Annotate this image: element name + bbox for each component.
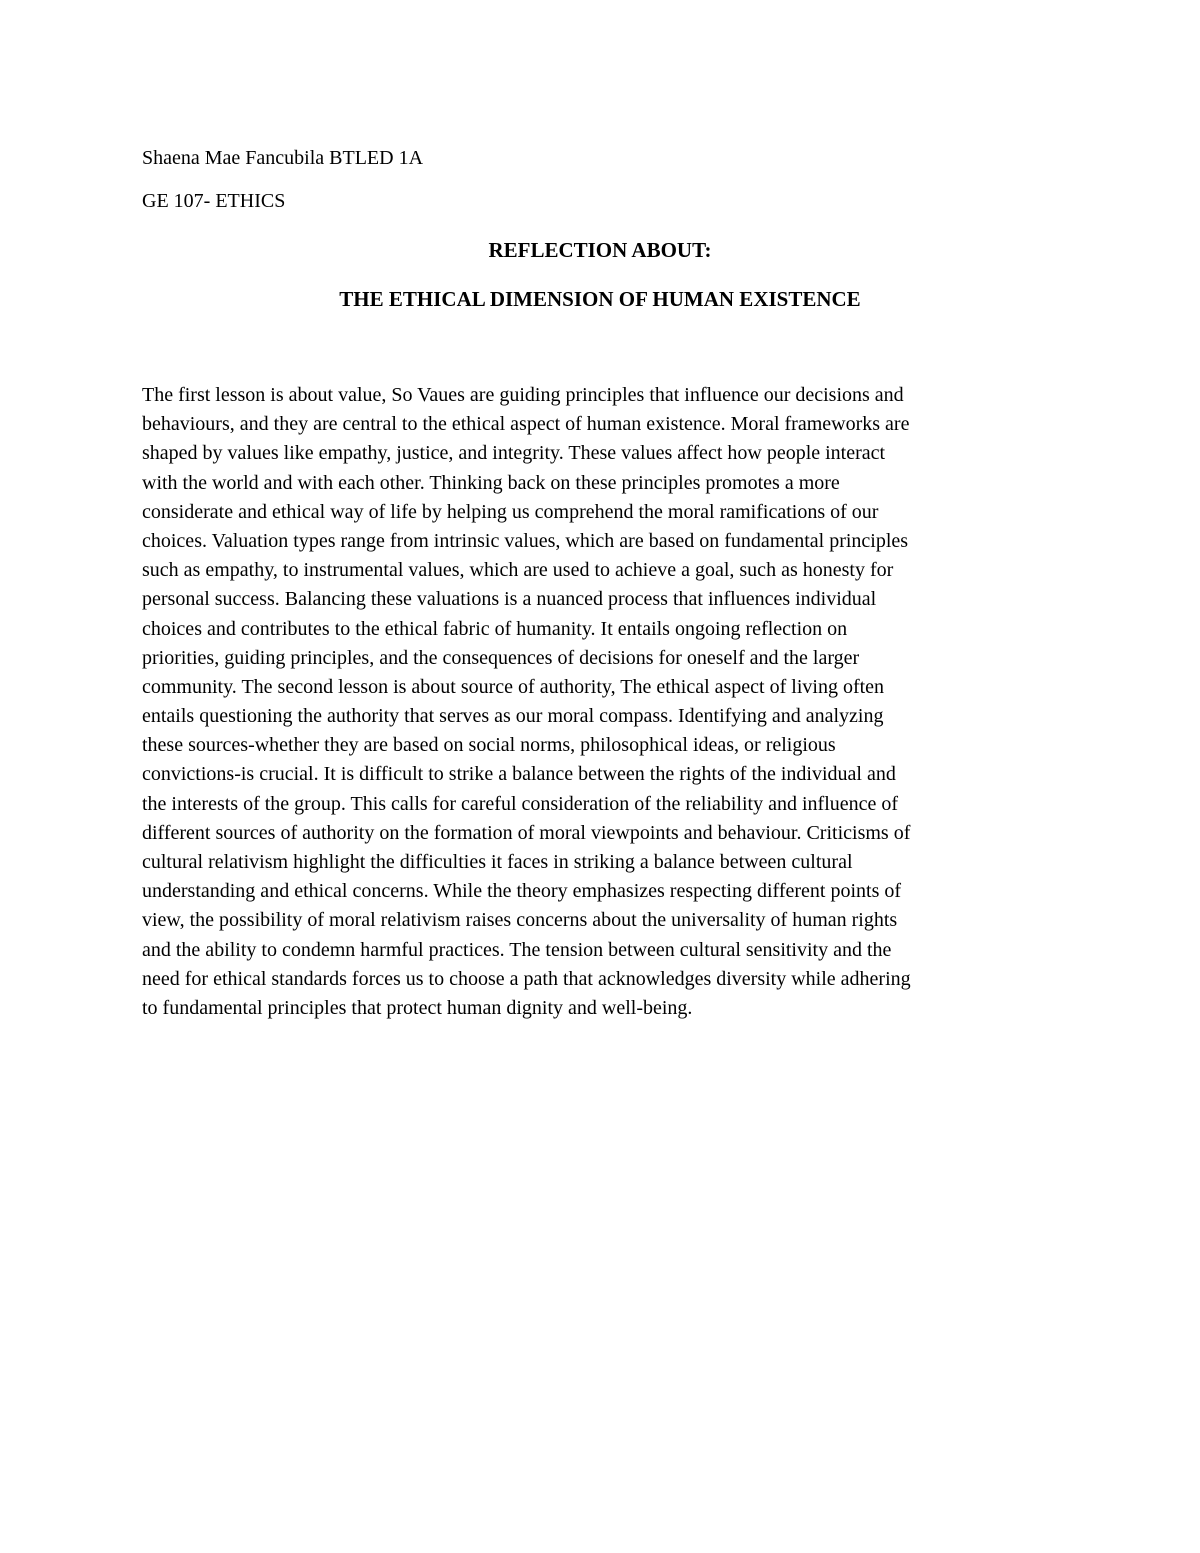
body-line: convictions-is crucial. It is difficult to strike a balance between the rights of the individual and (142, 763, 896, 786)
body-line: community. The second lesson is about source of authority, The ethical aspect of living often (142, 675, 885, 698)
body-paragraph (142, 381, 1062, 1023)
author-line: Shaena Mae Fancubila BTLED 1A (142, 147, 424, 169)
document-subtitle: THE ETHICAL DIMENSION OF HUMAN EXISTENCE (339, 287, 861, 311)
body-line: different sources of authority on the formation of moral viewpoints and behaviour. Criticisms of (142, 821, 911, 844)
body-line: cultural relativism highlight the difficulties it faces in striking a balance between cultural (142, 851, 853, 873)
body-line: understanding and ethical concerns. While the theory emphasizes respecting different points of (142, 880, 902, 903)
body-line: to fundamental principles that protect human dignity and well-being. (142, 996, 693, 1019)
body-line: choices and contributes to the ethical fabric of humanity. It entails ongoing reflection on (142, 617, 848, 640)
body-line: entails questioning the authority that serves as our moral compass. Identifying and analyzing (142, 705, 884, 728)
body-line: such as empathy, to instrumental values, which are used to achieve a goal, such as honesty for (142, 559, 894, 582)
body-line: view, the possibility of moral relativism raises concerns about the universality of human rights (142, 909, 898, 932)
document-title: REFLECTION ABOUT: (488, 238, 712, 262)
body-line: shaped by values like empathy, justice, and integrity. These values affect how people interact (142, 442, 886, 465)
body-line: choices. Valuation types range from intrinsic values, which are based on fundamental principles (142, 529, 909, 552)
body-line: and the ability to condemn harmful practices. The tension between cultural sensitivity and the (142, 938, 892, 961)
body-line: with the world and with each other. Thinking back on these principles promotes a more (142, 471, 840, 494)
body-line: need for ethical standards forces us to choose a path that acknowledges diversity while adhering (142, 967, 911, 990)
body-line: priorities, guiding principles, and the consequences of decisions for oneself and the larger (142, 646, 860, 669)
body-line: these sources-whether they are based on social norms, philosophical ideas, or religious (142, 734, 836, 757)
body-line: personal success. Balancing these valuations is a nuanced process that influences individual (142, 588, 877, 611)
body-line: the interests of the group. This calls for careful consideration of the reliability and influence of (142, 792, 899, 815)
course-line: GE 107- ETHICS (142, 190, 286, 212)
body-line: The first lesson is about value, So Vaues are guiding principles that influence our decisions and (142, 384, 904, 406)
body-line: behaviours, and they are central to the ethical aspect of human existence. Moral frameworks are (142, 413, 910, 436)
body-line: considerate and ethical way of life by helping us comprehend the moral ramifications of our (142, 500, 879, 523)
